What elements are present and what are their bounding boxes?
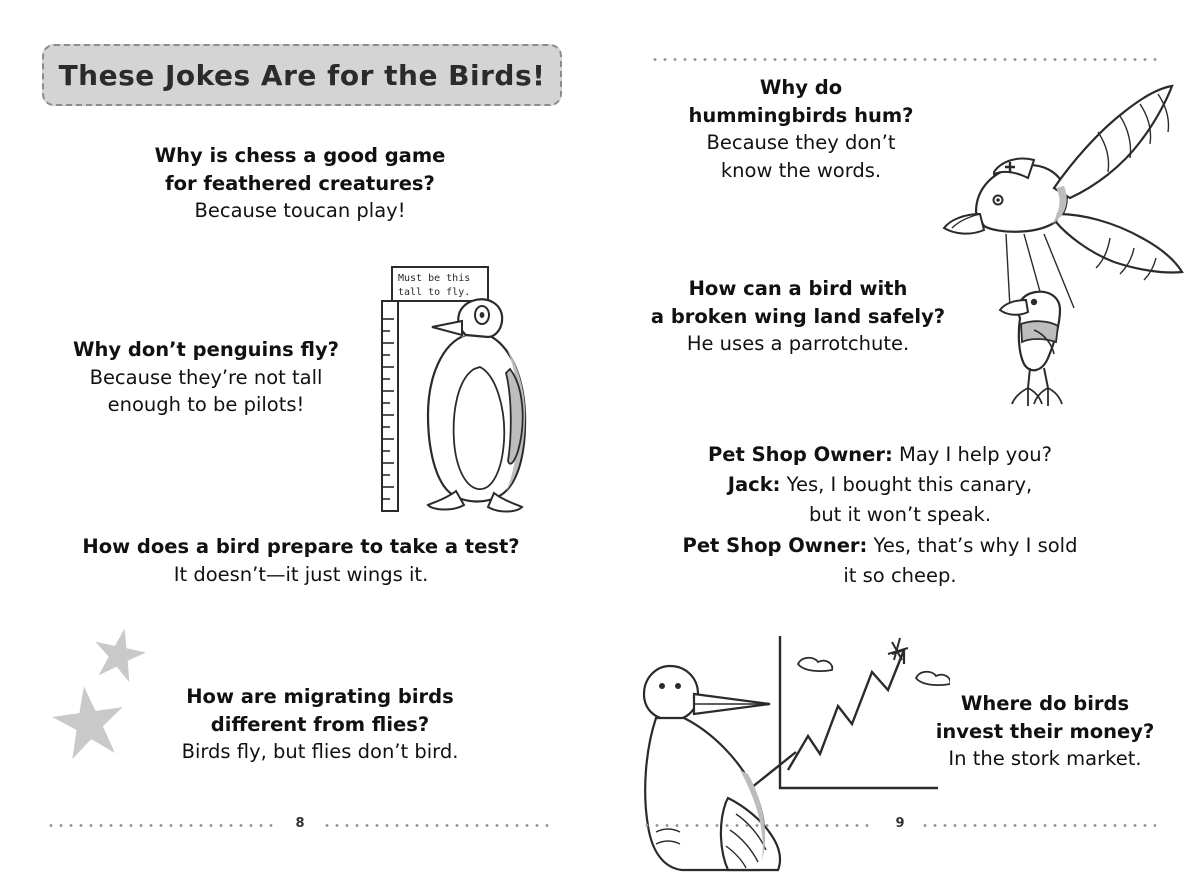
dialog-text: May I help you? <box>899 443 1052 466</box>
dialog-text: Yes, I bought this canary, <box>786 473 1033 497</box>
joke-question-line: different from flies? <box>210 712 430 736</box>
right-page-footer <box>600 816 1200 836</box>
right-page <box>600 0 1200 872</box>
joke-question-line: How are migrating birds <box>186 685 454 708</box>
page-number: 9 <box>895 816 905 831</box>
joke-parrotchute <box>628 275 968 358</box>
dialog-text-continuation: but it won’t speak. <box>808 503 992 527</box>
dialog-line <box>640 440 1120 470</box>
joke-answer-line: In the stork market. <box>948 747 1142 771</box>
footer-rule-right <box>322 824 554 827</box>
joke-question-line: Why do <box>759 76 843 99</box>
joke-chess <box>60 142 540 225</box>
page-number: 8 <box>295 816 305 831</box>
joke-question-line: a broken wing land safely? <box>650 304 946 328</box>
star-small-decoration <box>87 623 151 687</box>
joke-question-line: hummingbirds hum? <box>688 103 914 127</box>
chapter-title: These Jokes Are for the Birds! <box>58 58 546 92</box>
nurse-bird-parachute-illustration <box>858 62 1188 432</box>
joke-pet-shop-dialog <box>640 440 1120 591</box>
joke-answer-line: know the words. <box>720 159 882 183</box>
dialog-line <box>640 531 1120 591</box>
joke-question-line: Why is chess a good game <box>154 144 446 167</box>
dialog-line <box>640 470 1120 530</box>
dialog-speaker: Jack: <box>727 473 781 497</box>
joke-answer-line: Birds fly, but flies don’t bird. <box>181 740 459 764</box>
penguin-with-height-chart-illustration <box>370 265 560 515</box>
joke-answer-line: He uses a parrotchute. <box>686 332 910 356</box>
joke-question-line: How does a bird prepare to take a test? <box>82 535 520 558</box>
joke-question-line: How can a bird with <box>688 277 908 300</box>
joke-migrating-birds <box>110 683 530 766</box>
joke-answer-line: enough to be pilots! <box>107 393 305 417</box>
joke-penguins <box>46 336 366 419</box>
joke-answer-line: Because they’re not tall <box>89 365 323 389</box>
joke-question-line: Why don’t penguins fly? <box>73 338 339 361</box>
joke-stork-market <box>920 690 1170 773</box>
joke-answer-line: Because toucan play! <box>194 199 406 223</box>
joke-question-line: Where do birds <box>960 692 1130 715</box>
header-rule <box>650 58 1158 61</box>
dialog-speaker: Pet Shop Owner: <box>682 533 868 557</box>
left-page-footer <box>0 816 600 836</box>
joke-answer-line: It doesn’t—it just wings it. <box>173 562 429 586</box>
svg-text:Must be this: Must be this <box>398 273 471 284</box>
joke-test <box>46 533 556 588</box>
joke-answer-line: Because they don’t <box>706 131 896 155</box>
dialog-text: Yes, that’s why I sold <box>873 533 1078 557</box>
footer-rule-right <box>920 824 1156 827</box>
dialog-text-continuation: it so cheep. <box>843 563 957 587</box>
dialog-speaker: Pet Shop Owner: <box>707 443 893 466</box>
svg-text:tall to fly.: tall to fly. <box>398 287 471 298</box>
joke-question-line: invest their money? <box>935 719 1155 743</box>
joke-question-line: for feathered creatures? <box>165 171 435 195</box>
chapter-banner <box>42 44 562 106</box>
